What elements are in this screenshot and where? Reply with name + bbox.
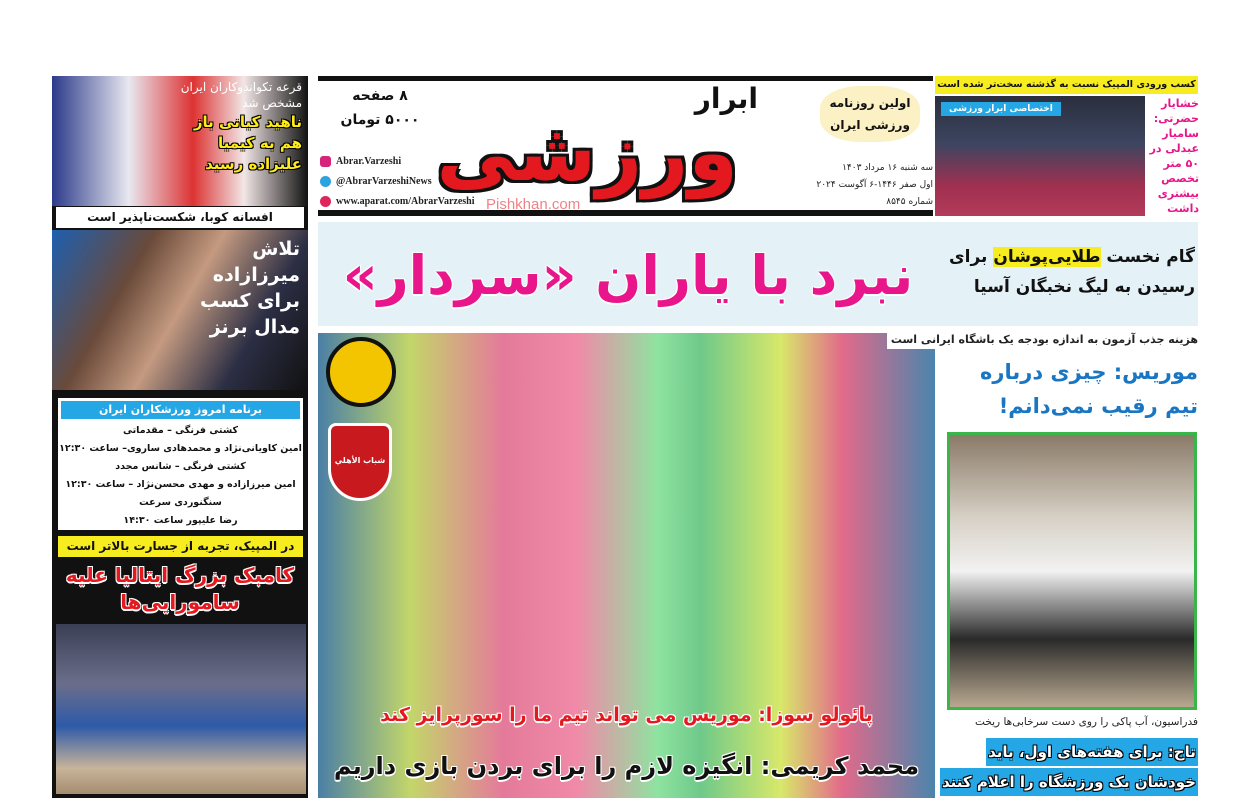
volleyball-photo — [56, 624, 306, 794]
main-headline: نبرد با یاران «سردار» — [342, 244, 914, 307]
date-other: اول صفر ۱۴۴۶-۶ آگوست ۲۰۲۴ — [816, 180, 933, 190]
schedule-row: امین کاویانی‌نژاد و محمدهادی ساروی– ساعت ۱۲:۳۰ — [59, 443, 302, 454]
slogan-badge: اولین روزنامه ورزشی ایران — [820, 86, 920, 142]
shabab-alahli-logo: شباب الأهلي — [328, 423, 392, 501]
logo: ابرار ورزشی — [436, 82, 758, 199]
volley-headline: کامبک بزرگ ایتالیا علیه سامورایی‌ها — [65, 563, 295, 614]
tkd-kicker: قرعه تکواندوکاران ایران مشخص شد — [180, 80, 302, 110]
airport-photo — [947, 432, 1197, 710]
watermark: Pishkhan.com — [486, 196, 581, 213]
sepahan-logo — [326, 337, 396, 407]
quote-karimi: محمد کریمی: انگیزه لازم را برای بردن بازی داریم — [333, 752, 920, 780]
aparat-link[interactable]: www.aparat.com/AbrarVarzeshi — [320, 192, 475, 212]
photo-caption: فدراسیون، آب پاکی را روی دست سرخابی‌ها ریخت — [975, 716, 1198, 728]
schedule-row: کشتی فرنگی – شانس مجدد — [115, 461, 246, 472]
taj-bar-1: تاج: برای هفته‌های اول، باید — [986, 738, 1198, 766]
telegram-icon — [320, 176, 331, 187]
telegram-link[interactable]: @AbrarVarzeshiNews — [320, 172, 475, 192]
schedule-row: رضا علیپور ساعت ۱۴:۳۰ — [123, 515, 238, 526]
side-headline: گام نخست طلایی‌پوشان برای رسیدن به لیگ نخبگان آسیا — [949, 247, 1195, 297]
instagram-link[interactable]: Abrar.Varzeshi — [320, 152, 475, 172]
left-column — [52, 76, 308, 798]
swimming-team-photo — [935, 96, 1145, 216]
tkd-headline: ناهید کیانی باز هم به کیمیا علیزاده رسید — [193, 113, 302, 173]
schedule-title: برنامه امروز ورزشکاران ایران — [61, 401, 300, 419]
exclusive-badge: اختصاصی ابرار ورزشی — [941, 102, 1061, 116]
date-persian: سه شنبه ۱۶ مرداد ۱۴۰۳ — [842, 163, 933, 173]
issue-number: شماره ۸۵۴۵ — [886, 197, 933, 207]
instagram-icon — [320, 156, 331, 167]
cuba-bar: افسانه کوبا، شکست‌ناپذیر است — [56, 207, 304, 228]
aparat-icon — [320, 196, 331, 207]
taj-bar-2: خودشان یک ورزشگاه را اعلام کنند — [940, 768, 1198, 796]
kicker: هزینه جذب آزمون به اندازه بودجه یک باشگاه ایرانی است — [887, 331, 1198, 349]
price: ۵۰۰۰ تومان — [340, 112, 420, 128]
wrestling-headline: تلاش میرزازاده برای کسب مدال برنز — [200, 238, 300, 338]
schedule-row: سنگنوردی سرعت — [139, 497, 222, 508]
volley-bar: در المپیک، تجربه از جسارت بالاتر است — [58, 536, 303, 557]
page-count: ۸ صفحه — [352, 88, 408, 104]
mauris-headline: موریس: چیزی درباره تیم رقیب نمی‌دانم! — [980, 360, 1198, 418]
swim-headline: خشایار حضرتی: سامیار عبدلی در ۵۰ متر تخصص بیشتری داشت — [1149, 97, 1199, 215]
quote-souza: پائولو سوزا: موریس می تواند تیم ما را سورپرایز کند — [380, 704, 873, 726]
schedule-box — [58, 398, 303, 530]
schedule-row: امین میرزازاده و مهدی محسن‌نژاد – ساعت ۱۲:۳۰ — [65, 479, 296, 490]
schedule-row: کشتی فرنگی – مقدماتی — [122, 425, 239, 436]
olympic-banner: کسب ورودی المپیک نسبت به گذشته سخت‌تر شده است — [935, 76, 1198, 94]
